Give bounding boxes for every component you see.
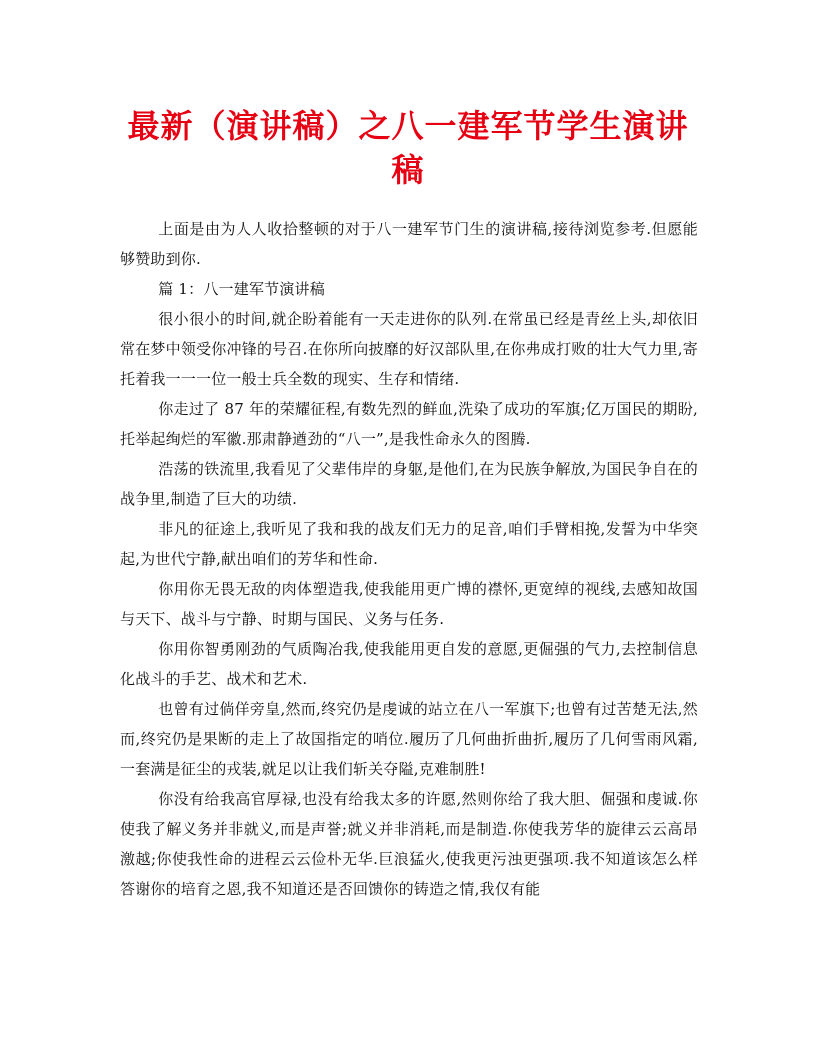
paragraph: 很小很小的时间,就企盼着能有一天走进你的队列.在常虽已经是青丝上头,却依旧常在梦中领受你冲锋的号召.在你所向披靡的好汉部队里,在你弗成打败的壮大气力里,寄托着我一一一位一般士兵全数的现实、生存和情绪. [120, 310, 698, 388]
paragraph: 非凡的征途上,我听见了我和我的战友们无力的足音,咱们手臂相挽,发誓为中华突起,为世代宁静,献出咱们的芳华和性命. [120, 520, 698, 568]
paragraph-intro: 上面是由为人人收拾整顿的对于八一建军节门生的演讲稿,接待浏览参考.但愿能够赞助到你. [120, 220, 698, 268]
section-heading: 篇 1：八一建军节演讲稿 [158, 280, 325, 298]
paragraph: 你走过了 87 年的荣耀征程,有数先烈的鲜血,洗染了成功的军旗;亿万国民的期盼,托举起绚烂的军徽.那肃静遒劲的“八一”,是我性命永久的图腾. [120, 400, 698, 448]
paragraph: 你用你智勇刚劲的气质陶冶我,使我能用更自发的意愿,更倔强的气力,去控制信息化战斗的手艺、战术和艺术. [120, 640, 698, 688]
paragraph: 浩荡的铁流里,我看见了父辈伟岸的身躯,是他们,在为民族争解放,为国民争自在的战争里,制造了巨大的功绩. [120, 460, 698, 508]
paragraph: 你用你无畏无敌的肉体塑造我,使我能用更广博的襟怀,更宽绰的视线,去感知故国与天下、战斗与宁静、时期与国民、义务与任务. [120, 580, 698, 628]
paragraph: 也曾有过倘佯旁皇,然而,终究仍是虔诚的站立在八一军旗下;也曾有过苦楚无法,然而,终究仍是果断的走上了故国指定的哨位.履历了几何曲折曲折,履历了几何雪雨风霜,一套满是征尘的戎装,就足以让我们斩关夺隘,克难制胜! [120, 700, 698, 778]
paragraph: 你没有给我高官厚禄,也没有给我太多的许愿,然则你给了我大胆、倔强和虔诚.你使我了解义务并非就义,而是声誉;就义并非消耗,而是制造.你使我芳华的旋律云云高昂激越;你使我性命的进程云云俭朴无华.巨浪猛火,使我更污浊更强项.我不知道该怎么样答谢你的培育之恩,我不知道还是否回馈你的铸造之情,我仅有能 [120, 790, 698, 898]
document-body [120, 214, 698, 904]
document-title: 最新（演讲稿）之八一建军节学生演讲稿 [127, 107, 689, 189]
